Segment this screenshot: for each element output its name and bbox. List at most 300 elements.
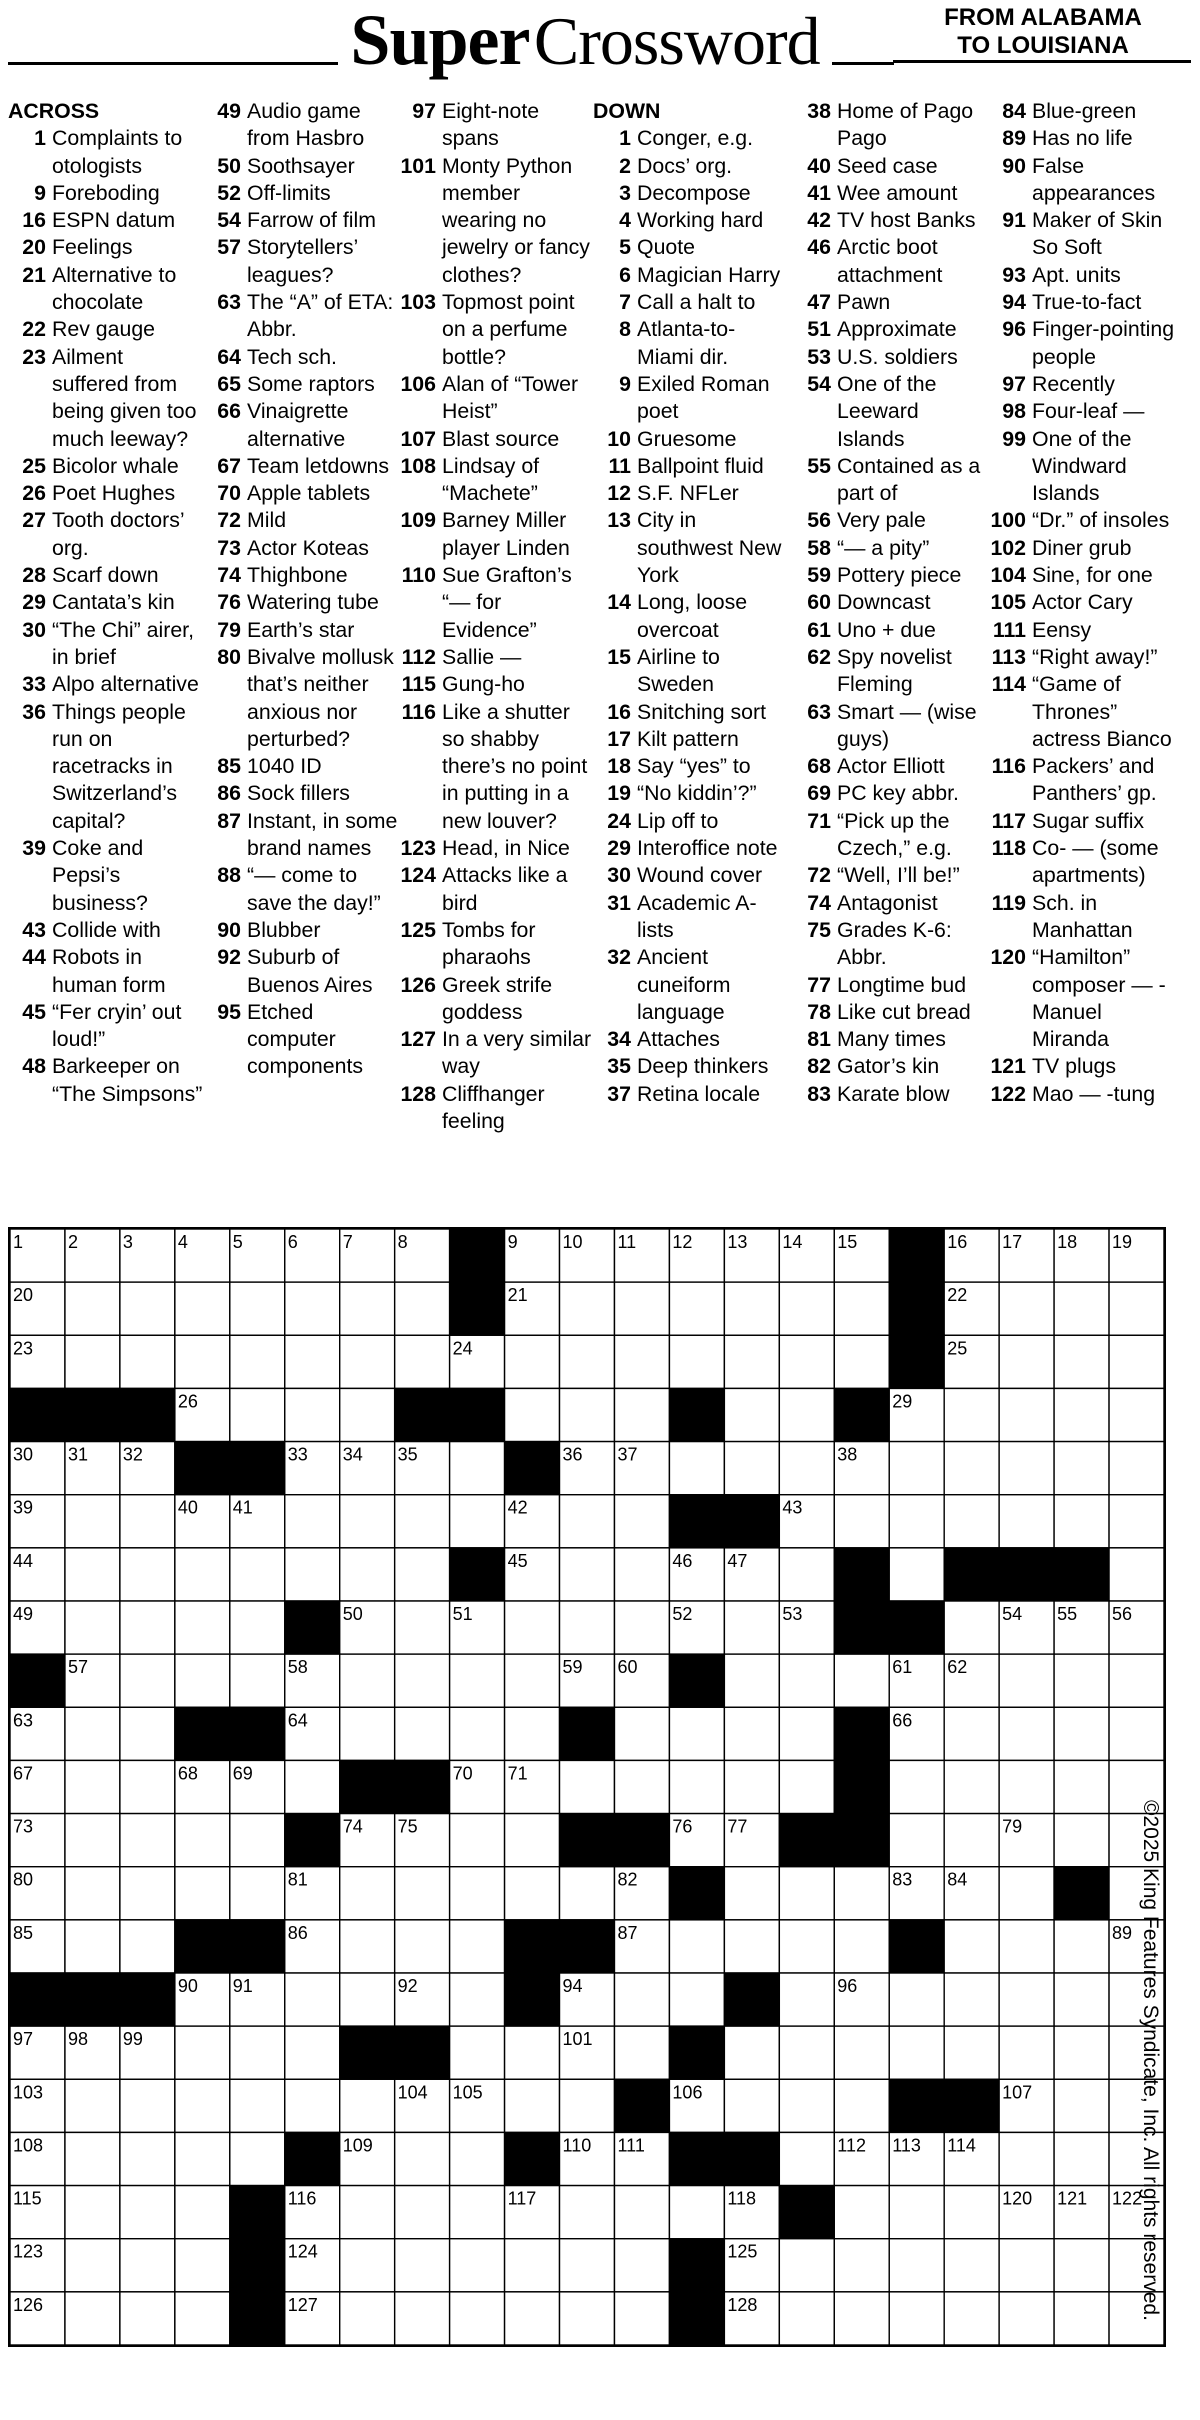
clue-item[interactable] — [793, 808, 988, 863]
clue-item[interactable] — [988, 753, 1183, 808]
grid-cell[interactable] — [724, 1282, 779, 1335]
clue-item[interactable] — [988, 125, 1183, 152]
clue-item[interactable] — [988, 1053, 1183, 1080]
grid-cell[interactable] — [175, 2292, 230, 2345]
clue-item[interactable] — [203, 480, 398, 507]
grid-cell[interactable] — [505, 1335, 560, 1388]
grid-cell[interactable] — [1054, 1920, 1109, 1973]
grid-cell[interactable] — [724, 1335, 779, 1388]
grid-cell[interactable] — [395, 2186, 450, 2239]
grid-cell[interactable] — [340, 2079, 395, 2132]
clue-item[interactable] — [793, 316, 988, 343]
grid-cell[interactable] — [230, 1814, 285, 1867]
clue-item[interactable] — [203, 207, 398, 234]
clue-item[interactable] — [793, 1081, 988, 1108]
grid-cell[interactable] — [889, 1760, 944, 1813]
grid-cell[interactable] — [505, 2026, 560, 2079]
grid-cell[interactable] — [999, 1654, 1054, 1707]
grid-cell[interactable] — [724, 1601, 779, 1654]
grid-cell[interactable] — [999, 2132, 1054, 2185]
clue-item[interactable] — [203, 535, 398, 562]
clue-item[interactable] — [793, 98, 988, 153]
clue-item[interactable] — [8, 699, 203, 835]
grid-cell[interactable] — [779, 1548, 834, 1601]
grid-cell[interactable] — [230, 1654, 285, 1707]
clue-item[interactable] — [398, 371, 593, 426]
grid-cell[interactable] — [724, 2079, 779, 2132]
grid-cell[interactable] — [779, 2132, 834, 2185]
grid-cell[interactable] — [834, 2292, 889, 2345]
clue-item[interactable] — [793, 207, 988, 234]
grid-cell[interactable] — [1109, 1388, 1164, 1441]
clue-item[interactable] — [398, 98, 593, 153]
grid-cell[interactable] — [340, 2239, 395, 2292]
clue-item[interactable] — [398, 1026, 593, 1081]
clue-item[interactable] — [203, 589, 398, 616]
grid-cell[interactable] — [779, 1867, 834, 1920]
grid-cell[interactable] — [834, 1282, 889, 1335]
clue-item[interactable] — [988, 890, 1183, 945]
clue-item[interactable] — [593, 507, 788, 589]
clue-item[interactable] — [793, 999, 988, 1026]
grid-cell[interactable] — [779, 1654, 834, 1707]
grid-cell[interactable] — [120, 1601, 175, 1654]
grid-cell[interactable] — [779, 1388, 834, 1441]
grid-cell[interactable] — [724, 1867, 779, 1920]
clue-item[interactable] — [593, 262, 788, 289]
grid-cell[interactable] — [944, 2292, 999, 2345]
grid-cell[interactable] — [724, 1442, 779, 1495]
grid-cell[interactable] — [285, 1760, 340, 1813]
grid-cell[interactable] — [285, 1973, 340, 2026]
grid-cell[interactable] — [999, 1442, 1054, 1495]
grid-cell[interactable] — [395, 1495, 450, 1548]
clue-item[interactable] — [203, 562, 398, 589]
grid-cell[interactable] — [560, 1388, 615, 1441]
grid-cell[interactable] — [1109, 1495, 1164, 1548]
grid-cell[interactable] — [65, 1707, 120, 1760]
clue-item[interactable] — [593, 125, 788, 152]
clue-item[interactable] — [203, 398, 398, 453]
grid-cell[interactable] — [285, 1495, 340, 1548]
grid-cell[interactable] — [999, 1335, 1054, 1388]
clue-item[interactable] — [8, 589, 203, 616]
grid-cell[interactable] — [175, 1654, 230, 1707]
clue-item[interactable] — [593, 726, 788, 753]
clue-item[interactable] — [203, 617, 398, 644]
grid-cell[interactable] — [230, 1388, 285, 1441]
clue-item[interactable] — [988, 398, 1183, 425]
grid-cell[interactable] — [65, 2132, 120, 2185]
clue-item[interactable] — [8, 344, 203, 453]
grid-cell[interactable] — [614, 1282, 669, 1335]
clue-item[interactable] — [793, 644, 988, 699]
grid-cell[interactable] — [614, 1335, 669, 1388]
grid-cell[interactable] — [450, 2239, 505, 2292]
grid-cell[interactable] — [614, 1388, 669, 1441]
clue-item[interactable] — [793, 699, 988, 754]
grid-cell[interactable] — [505, 1654, 560, 1707]
clue-item[interactable] — [398, 507, 593, 562]
grid-cell[interactable] — [175, 2186, 230, 2239]
clue-item[interactable] — [988, 589, 1183, 616]
grid-cell[interactable] — [614, 2239, 669, 2292]
grid-cell[interactable] — [944, 1495, 999, 1548]
grid-cell[interactable] — [614, 1548, 669, 1601]
clue-item[interactable] — [593, 207, 788, 234]
grid-cell[interactable] — [285, 1388, 340, 1441]
grid-cell[interactable] — [450, 1707, 505, 1760]
grid-cell[interactable] — [560, 2292, 615, 2345]
grid-cell[interactable] — [724, 1920, 779, 1973]
grid-cell[interactable] — [560, 1282, 615, 1335]
grid-cell[interactable] — [779, 2239, 834, 2292]
clue-item[interactable] — [8, 671, 203, 698]
grid-cell[interactable] — [614, 2292, 669, 2345]
clue-item[interactable] — [593, 1026, 788, 1053]
grid-cell[interactable] — [614, 1707, 669, 1760]
clue-item[interactable] — [593, 589, 788, 644]
grid-cell[interactable] — [834, 2079, 889, 2132]
clue-item[interactable] — [793, 862, 988, 889]
grid-cell[interactable] — [340, 1495, 395, 1548]
grid-cell[interactable] — [1054, 2292, 1109, 2345]
clue-item[interactable] — [8, 999, 203, 1054]
clue-item[interactable] — [793, 453, 988, 508]
grid-cell[interactable] — [999, 1707, 1054, 1760]
clue-item[interactable] — [593, 180, 788, 207]
clue-item[interactable] — [203, 753, 398, 780]
clue-item[interactable] — [203, 344, 398, 371]
clue-item[interactable] — [793, 562, 988, 589]
grid-cell[interactable] — [120, 2079, 175, 2132]
clue-item[interactable] — [8, 453, 203, 480]
grid-cell[interactable] — [560, 1548, 615, 1601]
grid-cell[interactable] — [175, 2026, 230, 2079]
grid-cell[interactable] — [779, 2292, 834, 2345]
grid-cell[interactable] — [1109, 1707, 1164, 1760]
grid-cell[interactable] — [175, 1282, 230, 1335]
grid-cell[interactable] — [999, 1495, 1054, 1548]
grid-cell[interactable] — [944, 1707, 999, 1760]
grid-cell[interactable] — [999, 1282, 1054, 1335]
clue-item[interactable] — [793, 153, 988, 180]
clue-item[interactable] — [203, 862, 398, 917]
grid-cell[interactable] — [505, 2239, 560, 2292]
clue-item[interactable] — [203, 153, 398, 180]
grid-cell[interactable] — [724, 1388, 779, 1441]
clue-item[interactable] — [203, 944, 398, 999]
grid-cell[interactable] — [999, 1920, 1054, 1973]
grid-cell[interactable] — [230, 1601, 285, 1654]
grid-cell[interactable] — [230, 2026, 285, 2079]
grid-cell[interactable] — [395, 1335, 450, 1388]
grid-cell[interactable] — [560, 1601, 615, 1654]
clue-item[interactable] — [203, 507, 398, 534]
grid-cell[interactable] — [944, 2239, 999, 2292]
grid-cell[interactable] — [999, 2026, 1054, 2079]
clue-item[interactable] — [593, 835, 788, 862]
grid-cell[interactable] — [834, 2239, 889, 2292]
grid-cell[interactable] — [669, 1973, 724, 2026]
clue-item[interactable] — [988, 671, 1183, 753]
clue-item[interactable] — [593, 890, 788, 945]
grid-cell[interactable] — [614, 2186, 669, 2239]
grid-cell[interactable] — [175, 2239, 230, 2292]
grid-cell[interactable] — [65, 2239, 120, 2292]
grid-cell[interactable] — [120, 2186, 175, 2239]
grid-cell[interactable] — [340, 1707, 395, 1760]
grid-cell[interactable] — [505, 1601, 560, 1654]
grid-cell[interactable] — [834, 2186, 889, 2239]
grid-cell[interactable] — [505, 2292, 560, 2345]
grid-cell[interactable] — [175, 1867, 230, 1920]
grid-cell[interactable] — [1054, 2079, 1109, 2132]
clue-item[interactable] — [793, 1026, 988, 1053]
grid-cell[interactable] — [65, 1601, 120, 1654]
clue-item[interactable] — [793, 289, 988, 316]
clue-item[interactable] — [793, 589, 988, 616]
grid-cells[interactable] — [10, 1229, 1164, 2345]
clue-item[interactable] — [203, 453, 398, 480]
grid-cell[interactable] — [450, 1920, 505, 1973]
grid-cell[interactable] — [834, 1335, 889, 1388]
grid-cell[interactable] — [889, 1548, 944, 1601]
clue-item[interactable] — [793, 371, 988, 453]
grid-cell[interactable] — [669, 1335, 724, 1388]
grid-cell[interactable] — [724, 2026, 779, 2079]
clue-item[interactable] — [593, 453, 788, 480]
clue-item[interactable] — [398, 862, 593, 917]
grid-cell[interactable] — [1054, 1707, 1109, 1760]
grid-cell[interactable] — [1054, 1973, 1109, 2026]
grid-cell[interactable] — [65, 1867, 120, 1920]
clue-item[interactable] — [398, 917, 593, 972]
clue-item[interactable] — [988, 1081, 1183, 1108]
grid-cell[interactable] — [1109, 1442, 1164, 1495]
grid-cell[interactable] — [395, 2132, 450, 2185]
grid-cell[interactable] — [944, 2186, 999, 2239]
grid-cell[interactable] — [614, 1760, 669, 1813]
grid-cell[interactable] — [285, 1335, 340, 1388]
grid-cell[interactable] — [1109, 1654, 1164, 1707]
grid-cell[interactable] — [340, 1920, 395, 1973]
grid-cell[interactable] — [669, 1760, 724, 1813]
clue-item[interactable] — [593, 808, 788, 835]
clue-item[interactable] — [203, 808, 398, 863]
grid-cell[interactable] — [230, 1282, 285, 1335]
grid-cell[interactable] — [285, 2079, 340, 2132]
grid-cell[interactable] — [779, 1760, 834, 1813]
grid-cell[interactable] — [779, 2026, 834, 2079]
grid-cell[interactable] — [395, 1654, 450, 1707]
grid-cell[interactable] — [834, 1920, 889, 1973]
clue-item[interactable] — [988, 316, 1183, 371]
clue-item[interactable] — [593, 153, 788, 180]
clue-item[interactable] — [988, 426, 1183, 508]
clue-item[interactable] — [203, 98, 398, 153]
clue-item[interactable] — [988, 617, 1183, 644]
grid-cell[interactable] — [669, 1442, 724, 1495]
grid-cell[interactable] — [340, 1548, 395, 1601]
grid-cell[interactable] — [395, 1867, 450, 1920]
grid-cell[interactable] — [944, 1814, 999, 1867]
clue-item[interactable] — [988, 507, 1183, 534]
clue-item[interactable] — [8, 944, 203, 999]
grid-cell[interactable] — [1054, 1335, 1109, 1388]
grid-cell[interactable] — [724, 1654, 779, 1707]
grid-cell[interactable] — [120, 2239, 175, 2292]
clue-item[interactable] — [593, 289, 788, 316]
clue-item[interactable] — [8, 562, 203, 589]
grid-cell[interactable] — [120, 1548, 175, 1601]
clue-item[interactable] — [793, 344, 988, 371]
grid-cell[interactable] — [120, 1920, 175, 1973]
grid-cell[interactable] — [505, 1867, 560, 1920]
grid-cell[interactable] — [395, 1707, 450, 1760]
grid-cell[interactable] — [1054, 1654, 1109, 1707]
grid-cell[interactable] — [614, 2026, 669, 2079]
grid-cell[interactable] — [340, 1335, 395, 1388]
clue-item[interactable] — [593, 480, 788, 507]
grid-cell[interactable] — [120, 1282, 175, 1335]
grid-cell[interactable] — [175, 2132, 230, 2185]
grid-cell[interactable] — [450, 2132, 505, 2185]
grid-cell[interactable] — [999, 1760, 1054, 1813]
grid-cell[interactable] — [779, 1335, 834, 1388]
grid-cell[interactable] — [999, 1973, 1054, 2026]
clue-item[interactable] — [203, 289, 398, 344]
clue-item[interactable] — [988, 153, 1183, 208]
clue-item[interactable] — [593, 1081, 788, 1108]
clue-item[interactable] — [988, 644, 1183, 671]
grid-cell[interactable] — [395, 1920, 450, 1973]
grid-cell[interactable] — [175, 1548, 230, 1601]
clue-item[interactable] — [988, 289, 1183, 316]
clue-item[interactable] — [398, 835, 593, 862]
grid-cell[interactable] — [65, 1495, 120, 1548]
clue-item[interactable] — [203, 234, 398, 289]
grid-cell[interactable] — [65, 1814, 120, 1867]
clue-item[interactable] — [8, 207, 203, 234]
clue-item[interactable] — [793, 917, 988, 972]
clue-item[interactable] — [8, 316, 203, 343]
grid-cell[interactable] — [120, 2132, 175, 2185]
grid-cell[interactable] — [779, 1920, 834, 1973]
grid-cell[interactable] — [65, 2079, 120, 2132]
grid-cell[interactable] — [1054, 1760, 1109, 1813]
grid-cell[interactable] — [724, 1760, 779, 1813]
clue-item[interactable] — [793, 780, 988, 807]
clue-item[interactable] — [8, 262, 203, 317]
clue-item[interactable] — [203, 780, 398, 807]
grid-cell[interactable] — [669, 1920, 724, 1973]
grid-cell[interactable] — [395, 1601, 450, 1654]
clue-item[interactable] — [793, 234, 988, 289]
clue-item[interactable] — [593, 644, 788, 699]
grid-cell[interactable] — [120, 1760, 175, 1813]
clue-item[interactable] — [8, 234, 203, 261]
clue-item[interactable] — [988, 262, 1183, 289]
clue-item[interactable] — [8, 617, 203, 672]
grid-cell[interactable] — [669, 1282, 724, 1335]
grid-cell[interactable] — [999, 1867, 1054, 1920]
clue-item[interactable] — [988, 835, 1183, 890]
grid-cell[interactable] — [1054, 2132, 1109, 2185]
clue-item[interactable] — [593, 753, 788, 780]
grid-cell[interactable] — [120, 1335, 175, 1388]
grid-cell[interactable] — [999, 2292, 1054, 2345]
grid-cell[interactable] — [120, 1814, 175, 1867]
crossword-grid[interactable] — [8, 1227, 1166, 2347]
grid-cell[interactable] — [779, 1282, 834, 1335]
clue-item[interactable] — [988, 944, 1183, 1053]
grid-cell[interactable] — [889, 2292, 944, 2345]
grid-cell[interactable] — [944, 1388, 999, 1441]
clue-item[interactable] — [398, 1081, 593, 1136]
grid-cell[interactable] — [340, 1654, 395, 1707]
clue-item[interactable] — [398, 453, 593, 508]
clue-item[interactable] — [398, 562, 593, 644]
grid-cell[interactable] — [779, 1442, 834, 1495]
grid-cell[interactable] — [669, 1707, 724, 1760]
clue-item[interactable] — [8, 125, 203, 180]
grid-cell[interactable] — [340, 2186, 395, 2239]
grid-cell[interactable] — [65, 1760, 120, 1813]
grid-cell[interactable] — [1054, 1388, 1109, 1441]
grid-cell[interactable] — [65, 2292, 120, 2345]
grid-cell[interactable] — [944, 1601, 999, 1654]
grid-cell[interactable] — [560, 1495, 615, 1548]
grid-cell[interactable] — [340, 1388, 395, 1441]
clue-item[interactable] — [398, 972, 593, 1027]
grid-cell[interactable] — [560, 2079, 615, 2132]
clue-item[interactable] — [398, 289, 593, 371]
clue-item[interactable] — [593, 780, 788, 807]
grid-cell[interactable] — [340, 1867, 395, 1920]
grid-cell[interactable] — [285, 1548, 340, 1601]
clue-item[interactable] — [8, 180, 203, 207]
grid-cell[interactable] — [614, 1495, 669, 1548]
grid-cell[interactable] — [120, 1495, 175, 1548]
clue-item[interactable] — [203, 371, 398, 398]
grid-cell[interactable] — [999, 2239, 1054, 2292]
grid-cell[interactable] — [120, 1654, 175, 1707]
grid-cell[interactable] — [560, 1760, 615, 1813]
grid-cell[interactable] — [450, 2186, 505, 2239]
grid-cell[interactable] — [175, 1335, 230, 1388]
clue-item[interactable] — [793, 507, 988, 534]
grid-cell[interactable] — [395, 2239, 450, 2292]
clue-item[interactable] — [988, 207, 1183, 262]
grid-cell[interactable] — [944, 1760, 999, 1813]
grid-cell[interactable] — [120, 1707, 175, 1760]
grid-cell[interactable] — [560, 1867, 615, 1920]
clue-item[interactable] — [793, 180, 988, 207]
grid-cell[interactable] — [175, 1601, 230, 1654]
grid-cell[interactable] — [779, 1973, 834, 2026]
grid-cell[interactable] — [395, 1548, 450, 1601]
grid-cell[interactable] — [505, 1814, 560, 1867]
grid-cell[interactable] — [505, 1388, 560, 1441]
grid-cell[interactable] — [1109, 1282, 1164, 1335]
clue-item[interactable] — [793, 617, 988, 644]
grid-cell[interactable] — [1054, 2239, 1109, 2292]
grid-cell[interactable] — [230, 1867, 285, 1920]
grid-cell[interactable] — [560, 2186, 615, 2239]
grid-cell[interactable] — [450, 1973, 505, 2026]
grid-cell[interactable] — [120, 2292, 175, 2345]
